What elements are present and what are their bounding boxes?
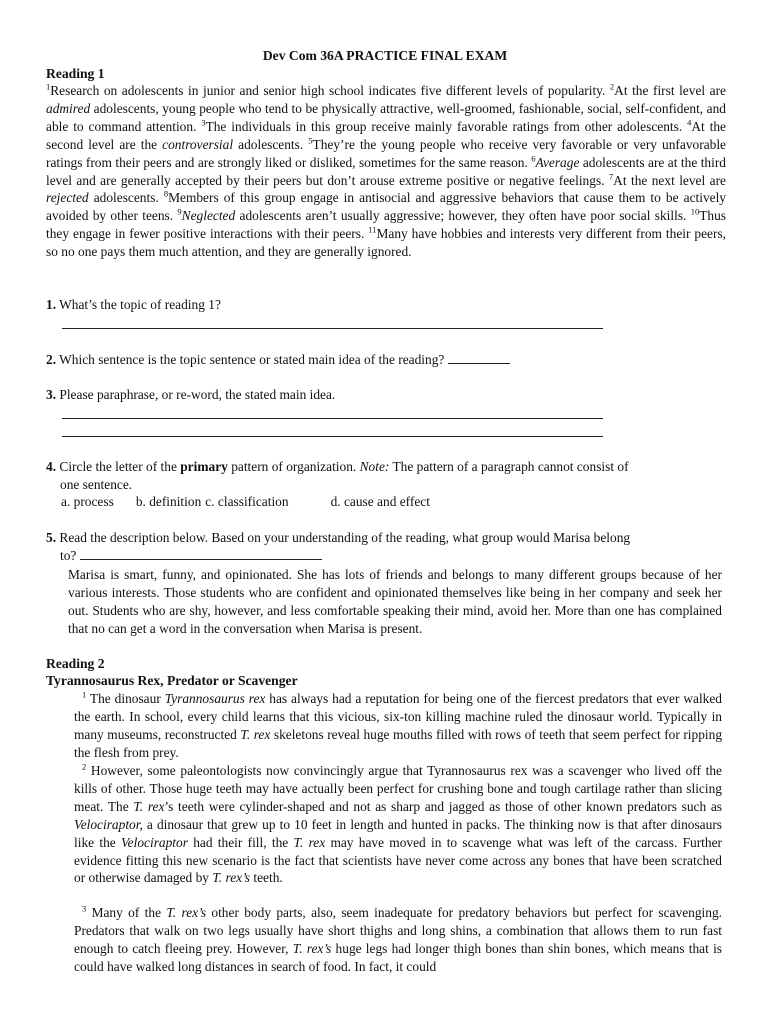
question-text: pattern of organization. — [227, 459, 360, 474]
italic-term: T. rex’s — [212, 870, 251, 886]
option-c[interactable]: c. classification — [205, 494, 289, 509]
question-1 — [46, 296, 716, 314]
italic-term: Neglected — [181, 208, 236, 224]
emphasis-text: primary — [180, 459, 228, 474]
answer-line[interactable] — [62, 328, 603, 329]
question-2 — [46, 351, 716, 369]
italic-term: Velociraptor, — [74, 816, 143, 832]
option-d[interactable]: d. cause and effect — [330, 494, 430, 509]
question-number: 1. — [46, 297, 57, 312]
question-text: What’s the topic of reading 1? — [56, 297, 221, 312]
sentence-number: 3 — [82, 903, 87, 914]
italic-term: Tyrannosaurus rex — [164, 691, 266, 706]
italic-term: admired — [46, 100, 91, 116]
sentence-number: 1 — [46, 81, 51, 92]
answer-line[interactable] — [62, 436, 603, 437]
reading2-heading: Reading 2 — [46, 656, 105, 671]
question-number: 2. — [46, 352, 57, 367]
question-text: Circle the letter of the — [56, 459, 181, 474]
question-text: one sentence. — [60, 476, 133, 492]
question-text: Which sentence is the topic sentence or stated main idea of the reading? — [56, 352, 448, 367]
answer-options — [61, 493, 430, 511]
question-text: The pattern of a paragraph cannot consist of — [389, 459, 629, 474]
reading2-paragraph-1: $^1$ The dinosaur Tyrannosaurus rex has always had a reputation for being one of the fiercest predators that ever walked the earth. In school, every child learns that this vicious, six-ton killing machine ruled the dinosaur world. Typically in many museums, reconstructed T. rex skeletons reveal huge mouths filled with rows of teeth that seem perfect for ripping the flesh from prey. — [74, 689, 723, 760]
question-3 — [46, 386, 716, 404]
sentence-number: 1 — [82, 689, 87, 700]
italic-term: rejected — [46, 190, 89, 206]
question-5 — [46, 529, 716, 565]
sentence-number: 10 — [690, 206, 700, 217]
italic-term: T. rex — [293, 834, 326, 850]
page-title: Dev Com 36A PRACTICE FINAL EXAM — [262, 48, 508, 63]
sentence-number: 8 — [163, 188, 169, 199]
italic-term: controversial — [162, 136, 234, 152]
answer-line[interactable] — [62, 418, 603, 419]
italic-term: T. rex — [240, 726, 271, 742]
reading2-subtitle: Tyrannosaurus Rex, Predator or Scavenger — [46, 673, 298, 688]
sentence-number: 5 — [308, 135, 313, 146]
answer-blank[interactable] — [80, 547, 322, 560]
question-text: Read the description below. Based on your understanding of the reading, what group would Marisa belong — [56, 530, 631, 545]
answer-blank[interactable] — [448, 351, 510, 364]
reading1-paragraph: $^1$Research on adolescents in junior and senior high school indicates five different levels of popularity. $^2$At the first level are admired adolescents, young people who tend to be physically attractive, well-groomed, fashionable, social, self-confident, and able to command attention. $^3$The individuals in this group receive mainly favorable ratings from other adolescents. $^4$At the second level are the controversial adolescents. $^5$They’re the young people who receive very favorable or very unfavorable ratings from their peers and are strongly liked or disliked, sometimes for the same reason. $^6$Average adolescents are at the third level and are generally accepted by their peers but don’t arouse extreme positive or negative feelings. $^7$At the next level are rejected adolescents. $^8$Members of this group engage in antisocial and aggressive behaviors that cause them to be actively avoided by other teens. $^9$Neglected adolescents aren’t usually aggressive; however, they often have poor social skills. $^{10}$Thus they engage in fewer positive interactions with their peers. $^{11}$Many have hobbies and interests very different from their peers, so no one pays them much attention, and they are generally ignored. — [46, 81, 727, 260]
sentence-number: 2 — [609, 81, 615, 92]
italic-term: T. rex’s — [292, 940, 332, 956]
italic-term: T. rex’s — [166, 905, 207, 920]
reading2-paragraph-3: $^3$ Many of the T. rex’s other body parts, also, seem inadequate for predatory behaviors but perfect for scavenging. Predators that walk on two legs usually have short thighs and long shins, a combination that allows them to run fast enough to catch fleeing prey. However, T. rex’s huge legs had longer thigh bones than shin bones, which means that is could have walked long distances in search of food. In fact, it could — [74, 903, 723, 974]
sentence-number: 6 — [531, 153, 536, 164]
question-text: to? — [60, 547, 80, 563]
sentence-number: 3 — [201, 117, 206, 128]
italic-term: Average — [535, 154, 580, 170]
question-number: 5. — [46, 530, 57, 545]
sentence-number: 7 — [608, 171, 614, 182]
note-label: Note: — [359, 459, 390, 474]
reading1-heading: Reading 1 — [46, 66, 105, 81]
sentence-number: 9 — [177, 206, 182, 217]
question-4 — [46, 458, 716, 494]
question-number: 4. — [46, 459, 57, 474]
option-b[interactable]: b. definition — [135, 494, 202, 509]
question-number: 3. — [46, 387, 57, 402]
sentence-number: 4 — [687, 117, 692, 128]
sentence-number: 11 — [368, 224, 377, 235]
reading2-paragraph-2: $^2$ However, some paleontologists now convincingly argue that Tyrannosaurus rex was a scavenger who lived off the kills of other. Those huge teeth may have actually been perfect for crushing bone and tough cartilage rather than slicing meat. The T. rex’s teeth were cylinder-shaped and not as sharp and jagged as those of other known predators such as Velociraptor, a dinosaur that grew up to 10 feet in length and hunted in packs. The thinking now is that after dinosaurs like the Velociraptor had their fill, the T. rex may have moved in to scavenge what was left of the carcass. Further evidence fitting this new scenario is the fact that scientists have never come across any bones that have been scratched or otherwise damaged by T. rex’s teeth. — [74, 761, 722, 886]
italic-term: Velociraptor — [120, 834, 188, 850]
option-a[interactable]: a. process — [61, 494, 114, 509]
sentence-number: 2 — [82, 761, 87, 772]
marisa-description: Marisa is smart, funny, and opinionated. She has lots of friends and belongs to many different groups because of her various interests. Those students who are confident and opinionated themselves like being in her company and seek her out. Students who are shy, however, and less comfortable speaking their mind, avoid her. More than one has complained that no can get a word in the conversation when Marisa is present. — [68, 567, 722, 636]
italic-term: T. rex — [133, 798, 165, 814]
question-text: Please paraphrase, or re-word, the stated main idea. — [56, 387, 336, 402]
